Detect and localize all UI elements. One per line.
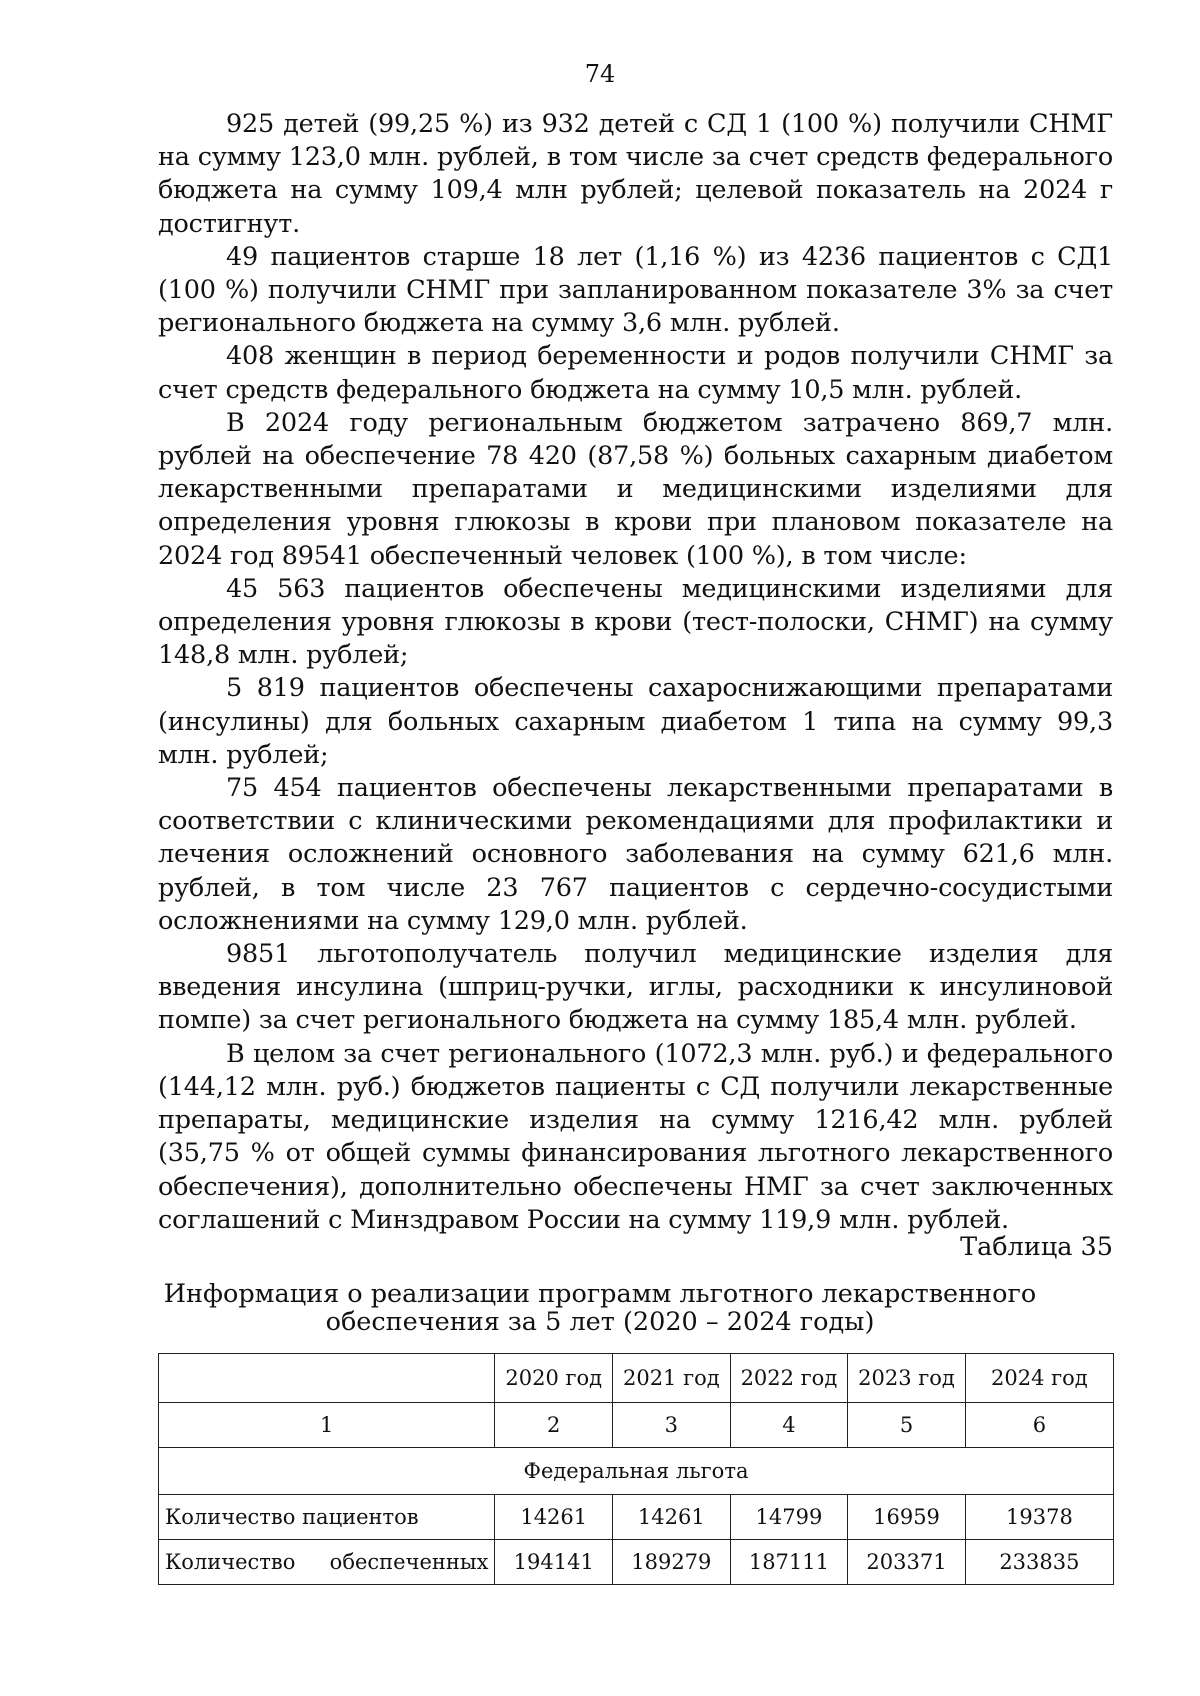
column-number-cell: 2 bbox=[495, 1403, 613, 1448]
table-header-row bbox=[159, 1354, 1114, 1403]
table-cell: 194141 bbox=[495, 1540, 613, 1585]
paragraph: 9851 льготополучатель получил медицинские изделия для введения инсулина (шприц-ручки, иглы, расходники к инсулиновой помпе) за счет регионального бюджета на сумму 185,4 млн. рублей. bbox=[158, 939, 1113, 1036]
column-number-cell: 3 bbox=[613, 1403, 731, 1448]
table-cell: 233835 bbox=[965, 1540, 1113, 1585]
column-number-cell: 5 bbox=[848, 1403, 966, 1448]
section-row bbox=[159, 1448, 1114, 1495]
header-cell bbox=[159, 1354, 495, 1403]
header-cell: 2021 год bbox=[613, 1354, 731, 1403]
table-title-line: обеспечения за 5 лет (2020 – 2024 годы) bbox=[325, 1307, 875, 1337]
table-cell: 14261 bbox=[495, 1495, 613, 1540]
header-cell: 2024 год bbox=[965, 1354, 1113, 1403]
column-number-cell: 4 bbox=[730, 1403, 848, 1448]
section-heading: Федеральная льгота bbox=[159, 1448, 1114, 1495]
paragraph: 925 детей (99,25 %) из 932 детей с СД 1 (100 %) получили СНМГ на сумму 123,0 млн. рублей, в том числе за счет средств федерального бюджета на сумму 109,4 млн рублей; целевой показатель на 2024 г достигнут. bbox=[158, 109, 1113, 239]
table-cell: 189279 bbox=[613, 1540, 731, 1585]
paragraph: 45 563 пациентов обеспечены медицинскими изделиями для определения уровня глюкозы в крови (тест-полоски, СНМГ) на сумму 148,8 млн. рублей; bbox=[158, 573, 1113, 671]
column-number-row bbox=[159, 1403, 1114, 1448]
header-cell: 2020 год bbox=[495, 1354, 613, 1403]
row-label bbox=[159, 1540, 495, 1585]
table-cell: 19378 bbox=[965, 1495, 1113, 1540]
data-table bbox=[158, 1353, 1114, 1585]
table-row bbox=[159, 1540, 1114, 1585]
paragraph: В целом за счет регионального (1072,3 млн. руб.) и федерального (144,12 млн. руб.) бюджетов пациенты с СД получили лекарственные препараты, медицинские изделия на сумму 1216,42 млн. рублей (35,75 % от общей суммы финансирования льготного лекарственного обеспечения), дополнительно обеспечены НМГ за счет заключенных соглашений с Минздравом России на сумму 119,9 млн. рублей. bbox=[158, 1038, 1113, 1235]
header-cell: 2022 год bbox=[730, 1354, 848, 1403]
body-text bbox=[158, 108, 1113, 1237]
paragraph: 49 пациентов старше 18 лет (1,16 %) из 4236 пациентов с СД1 (100 %) получили СНМГ при запланированном показателе 3% за счет регионального бюджета на сумму 3,6 млн. рублей. bbox=[158, 241, 1113, 339]
page-number: 74 bbox=[584, 60, 616, 88]
table-cell: 14799 bbox=[730, 1495, 848, 1540]
table-cell: 16959 bbox=[848, 1495, 966, 1540]
table-cell: 14261 bbox=[613, 1495, 731, 1540]
paragraph: В 2024 году региональным бюджетом затрачено 869,7 млн. рублей на обеспечение 78 420 (87,58 %) больных сахарным диабетом лекарственными препаратами и медицинскими изделиями для определения уровня глюкозы в крови при плановом показателе на 2024 год 89541 обеспеченный человек (100 %), в том числе: bbox=[158, 407, 1113, 571]
header-cell: 2023 год bbox=[848, 1354, 966, 1403]
column-number-cell: 6 bbox=[965, 1403, 1113, 1448]
paragraph: 5 819 пациентов обеспечены сахароснижающими препаратами (инсулины) для больных сахарным диабетом 1 типа на сумму 99,3 млн. рублей; bbox=[158, 673, 1113, 770]
row-label-part: Количество bbox=[165, 1550, 296, 1574]
row-label: Количество пациентов bbox=[159, 1495, 495, 1540]
paragraph: 75 454 пациентов обеспечены лекарственными препаратами в соответствии с клиническими рекомендациями для профилактики и лечения осложнений основного заболевания на сумму 621,6 млн. рублей, в том числе 23 767 пациентов с сердечно-сосудистыми осложнениями на сумму 129,0 млн. рублей. bbox=[158, 773, 1113, 936]
table-title bbox=[0, 1280, 1200, 1336]
table-label: Таблица 35 bbox=[960, 1232, 1113, 1262]
table-cell: 187111 bbox=[730, 1540, 848, 1585]
table-row bbox=[159, 1495, 1114, 1540]
paragraph: 408 женщин в период беременности и родов получили СНМГ за счет средств федерального бюджета на сумму 10,5 млн. рублей. bbox=[158, 341, 1113, 405]
row-label-part: обеспеченных bbox=[329, 1550, 489, 1574]
table-cell: 203371 bbox=[848, 1540, 966, 1585]
column-number-cell: 1 bbox=[159, 1403, 495, 1448]
table-title-line: Информация о реализации программ льготного лекарственного bbox=[163, 1279, 1037, 1309]
